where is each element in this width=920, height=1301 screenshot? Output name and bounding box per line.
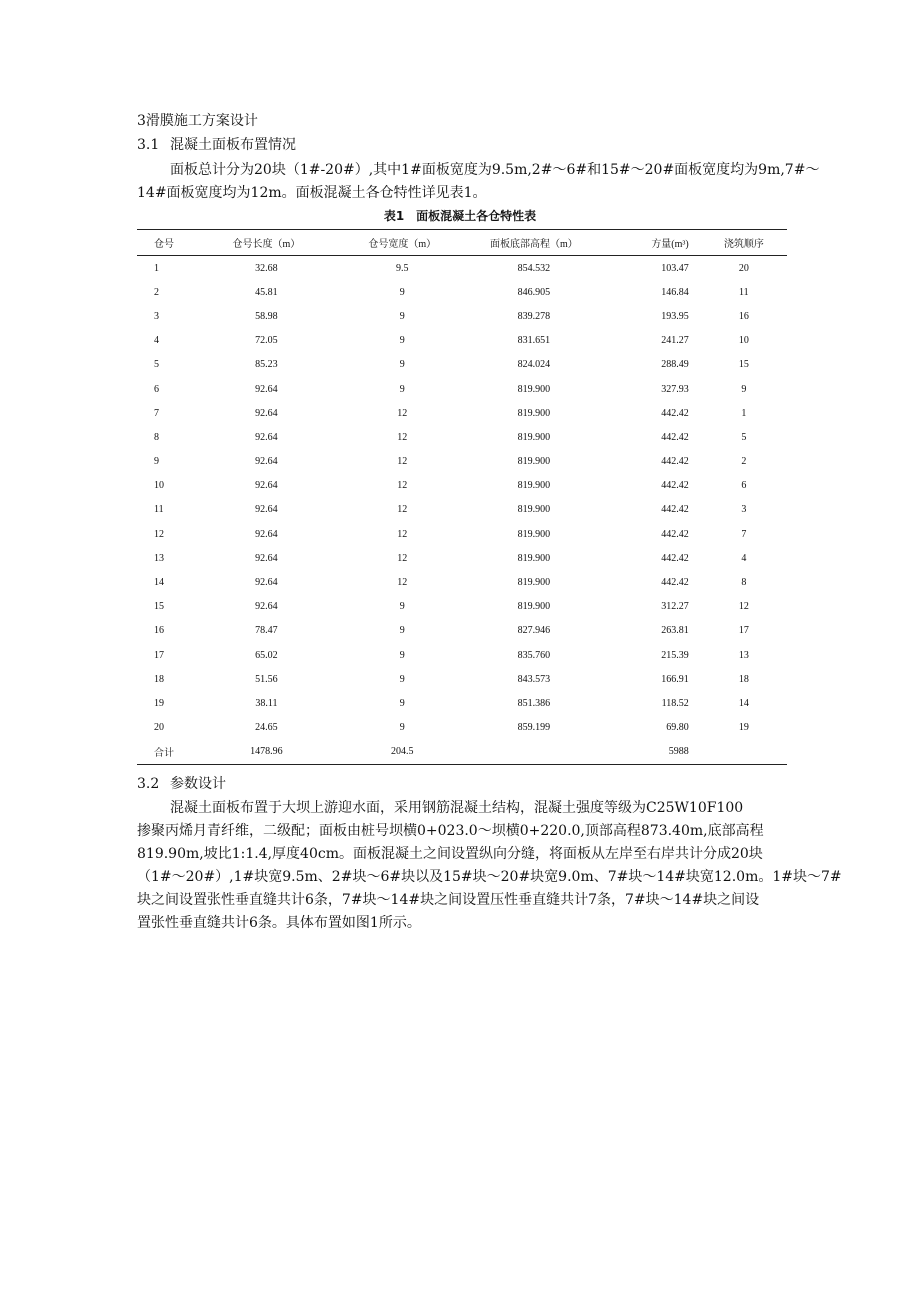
table-cell: 854.532 — [517, 262, 551, 274]
subsection-number: 3.1 — [137, 137, 160, 153]
table-row — [137, 329, 787, 353]
header-cell: 浇筑顺序 — [701, 230, 787, 256]
table-cell: 72.05 — [255, 335, 278, 347]
table-row — [137, 450, 787, 474]
table-cell: 835.760 — [517, 649, 551, 661]
table-cell: 442.42 — [661, 480, 689, 492]
table-row — [137, 740, 787, 765]
table-row — [137, 643, 787, 667]
table-cell: 859.199 — [517, 722, 551, 734]
table-row — [137, 280, 787, 304]
table-row — [137, 667, 787, 691]
table-cell: 442.42 — [661, 577, 689, 589]
table-cell: 827.946 — [517, 625, 551, 637]
table-cell: 92.64 — [255, 383, 278, 395]
table-cell: 146.84 — [661, 286, 689, 298]
table-cell: 442.42 — [661, 528, 689, 540]
table-cell: 18 — [738, 673, 749, 685]
table-cell: 819.900 — [517, 456, 551, 468]
table-cell: 846.905 — [517, 286, 551, 298]
table-cell: 9 — [399, 601, 405, 613]
table-cell: 819.900 — [517, 383, 551, 395]
header-cell: 仓号宽度（m） — [337, 230, 468, 256]
table-cell: 12 — [397, 431, 408, 443]
table-cell: 819.900 — [517, 601, 551, 613]
table-cell: 4 — [741, 552, 747, 564]
table-cell — [468, 740, 600, 765]
table-cell: 58.98 — [255, 310, 278, 322]
table-cell: 9 — [399, 286, 405, 298]
table-row — [137, 619, 787, 643]
table-cell: 12 — [397, 504, 408, 516]
table-cell: 204.5 — [337, 740, 468, 765]
table-row — [137, 474, 787, 498]
table-cell: 8 — [154, 431, 159, 443]
table-row — [137, 546, 787, 570]
table-cell: 13 — [738, 649, 749, 661]
table-row — [137, 425, 787, 449]
table-cell: 6 — [154, 383, 159, 395]
paragraph-1-line-2: 14#面板宽度均为12m。面板混凝土各仓特性详见表1。 — [137, 185, 487, 201]
table-body — [137, 256, 787, 765]
table-cell: 16 — [738, 310, 749, 322]
table-cell — [701, 740, 787, 765]
subsection-title: 混凝土面板布置情况 — [170, 137, 296, 153]
table-cell: 45.81 — [255, 286, 278, 298]
table-cell: 92.64 — [255, 504, 278, 516]
table-cell: 14 — [154, 577, 164, 589]
table-cell: 5988 — [600, 740, 701, 765]
table-cell: 9 — [399, 625, 405, 637]
header-cell: 方量(m³) — [600, 230, 701, 256]
table-cell: 831.651 — [517, 335, 551, 347]
table-cell: 1 — [741, 407, 747, 419]
table-cell: 327.93 — [661, 383, 689, 395]
table-cell: 12 — [397, 528, 408, 540]
table-cell: 8 — [741, 577, 747, 589]
paragraph-1-line-1: 面板总计分为20块（1#-20#）,其中1#面板宽度为9.5m,2#～6#和15#～20#面板宽度均为9m,7#～ — [170, 162, 820, 178]
table-cell: 819.900 — [517, 577, 551, 589]
table-cell: 11 — [739, 286, 749, 298]
table-cell: 843.573 — [517, 673, 551, 685]
table-cell: 193.95 — [661, 310, 689, 322]
subsection-number: 3.2 — [137, 776, 160, 792]
table-cell: 7 — [741, 528, 747, 540]
paragraph-2-line-1: 混凝土面板布置于大坝上游迎水面，采用钢筋混凝土结构，混凝土强度等级为C25W10F100 — [170, 800, 744, 816]
paragraph-2-line-5: 块之间设置张性垂直缝共计6条，7#块～14#块之间设置压性垂直缝共计7条，7#块～14#块之间设 — [137, 892, 760, 908]
table-cell: 9 — [741, 383, 747, 395]
table-cell: 6 — [741, 480, 747, 492]
header-cell: 仓号长度（m） — [196, 230, 336, 256]
table-cell: 92.64 — [255, 407, 278, 419]
table-cell: 12 — [397, 480, 408, 492]
table-cell: 12 — [397, 552, 408, 564]
table-cell: 10 — [154, 480, 164, 492]
table-cell: 32.68 — [255, 262, 278, 274]
table-cell: 819.900 — [517, 431, 551, 443]
table-cell: 9.5 — [396, 262, 409, 274]
table-cell: 1478.96 — [196, 740, 336, 765]
table-cell: 38.11 — [255, 697, 278, 709]
table-row — [137, 498, 787, 522]
table-cell: 5 — [741, 431, 747, 443]
table-cell: 9 — [399, 335, 405, 347]
table-cell: 442.42 — [661, 456, 689, 468]
table-cell: 12 — [154, 528, 164, 540]
table-cell: 85.23 — [255, 359, 278, 371]
table-cell: 78.47 — [255, 625, 278, 637]
table-cell: 合计 — [137, 740, 196, 765]
table-cell: 839.278 — [517, 310, 551, 322]
table-row — [137, 256, 787, 281]
table-cell: 92.64 — [255, 480, 278, 492]
table-cell: 69.80 — [666, 722, 689, 734]
section-title: 3滑膜施工方案设计 — [137, 113, 258, 129]
table-cell: 12 — [397, 456, 408, 468]
table-cell: 442.42 — [661, 431, 689, 443]
table-cell: 442.42 — [661, 552, 689, 564]
table-cell: 819.900 — [517, 504, 551, 516]
table-header-row — [137, 230, 787, 256]
subsection-3-1-heading — [137, 136, 296, 154]
table-cell: 312.27 — [661, 601, 689, 613]
table-cell: 19 — [154, 697, 164, 709]
table-cell: 442.42 — [661, 407, 689, 419]
table-cell: 15 — [154, 601, 164, 613]
table-cell: 15 — [738, 359, 749, 371]
table-cell: 16 — [154, 625, 164, 637]
paragraph-2-line-4: （1#～20#）,1#块宽9.5m、2#块～6#块以及15#块～20#块宽9.0m、7#块～14#块宽12.0m。1#块～7# — [137, 869, 842, 885]
table-cell: 824.024 — [517, 359, 551, 371]
table-cell: 9 — [399, 697, 405, 709]
table-cell: 12 — [397, 577, 408, 589]
table-row — [137, 353, 787, 377]
table-cell: 442.42 — [661, 504, 689, 516]
table-cell: 851.386 — [517, 697, 551, 709]
paragraph-2-line-3: 819.90m,坡比1:1.4,厚度40cm。面板混凝土之间设置纵向分缝，将面板从左岸至右岸共计分成20块 — [137, 846, 763, 862]
table-row — [137, 691, 787, 715]
paragraph-2-line-6: 置张性垂直缝共计6条。具体布置如图1所示。 — [137, 915, 421, 931]
table-cell: 14 — [738, 697, 749, 709]
table-cell: 215.39 — [661, 649, 689, 661]
table-cell: 9 — [399, 359, 405, 371]
table-cell: 263.81 — [661, 625, 689, 637]
table-cell: 288.49 — [661, 359, 689, 371]
table-cell: 20 — [738, 262, 749, 274]
table-cell: 17 — [154, 649, 164, 661]
table-cell: 166.91 — [661, 673, 689, 685]
table-cell: 9 — [154, 456, 159, 468]
table-cell: 92.64 — [255, 456, 278, 468]
table-cell: 9 — [399, 310, 405, 322]
table-caption — [0, 208, 920, 224]
table-cell: 10 — [738, 335, 749, 347]
table-cell: 92.64 — [255, 577, 278, 589]
table-cell: 241.27 — [661, 335, 689, 347]
table-cell: 11 — [154, 504, 164, 516]
table-row — [137, 377, 787, 401]
table-cell: 20 — [154, 722, 164, 734]
table-row — [137, 716, 787, 740]
subsection-title: 参数设计 — [170, 776, 226, 792]
table-cell: 24.65 — [255, 722, 278, 734]
header-cell: 仓号 — [137, 230, 196, 256]
table-cell: 7 — [154, 407, 159, 419]
table-cell: 92.64 — [255, 431, 278, 443]
table-cell: 9 — [399, 722, 405, 734]
table-cell: 12 — [397, 407, 408, 419]
characteristics-table — [137, 229, 787, 765]
table-cell: 2 — [154, 286, 159, 298]
table-cell: 103.47 — [661, 262, 689, 274]
table-cell: 118.52 — [661, 697, 689, 709]
table-cell: 819.900 — [517, 407, 551, 419]
table-cell: 1 — [154, 262, 159, 274]
table-cell: 2 — [741, 456, 747, 468]
table-row — [137, 401, 787, 425]
table-cell: 3 — [741, 504, 747, 516]
header-cell: 面板底部高程（m） — [468, 230, 600, 256]
table-cell: 9 — [399, 383, 405, 395]
table-cell: 92.64 — [255, 601, 278, 613]
table-cell: 65.02 — [255, 649, 278, 661]
table-cell: 19 — [738, 722, 749, 734]
table-row — [137, 595, 787, 619]
table-cell: 819.900 — [517, 552, 551, 564]
paragraph-2-line-2: 掺聚丙烯月青纤维，二级配；面板由桩号坝横0+023.0～坝横0+220.0,顶部高程873.40m,底部高程 — [137, 823, 764, 839]
table-cell: 4 — [154, 335, 159, 347]
table-cell: 5 — [154, 359, 159, 371]
table-cell: 18 — [154, 673, 164, 685]
table-cell: 9 — [399, 649, 405, 661]
table-cell: 12 — [738, 601, 749, 613]
table-cell: 819.900 — [517, 480, 551, 492]
table-cell: 92.64 — [255, 528, 278, 540]
table-cell: 51.56 — [255, 673, 278, 685]
table-cell: 13 — [154, 552, 164, 564]
table-caption-title: 面板混凝土各仓特性表 — [416, 209, 537, 223]
table-row — [137, 304, 787, 328]
subsection-3-2-heading — [137, 775, 226, 793]
table-cell: 17 — [738, 625, 749, 637]
table-caption-number: 表1 — [383, 209, 405, 223]
table-cell: 92.64 — [255, 552, 278, 564]
table-row — [137, 570, 787, 594]
table-cell: 9 — [399, 673, 405, 685]
table-cell: 3 — [154, 310, 159, 322]
table-cell: 819.900 — [517, 528, 551, 540]
table-row — [137, 522, 787, 546]
